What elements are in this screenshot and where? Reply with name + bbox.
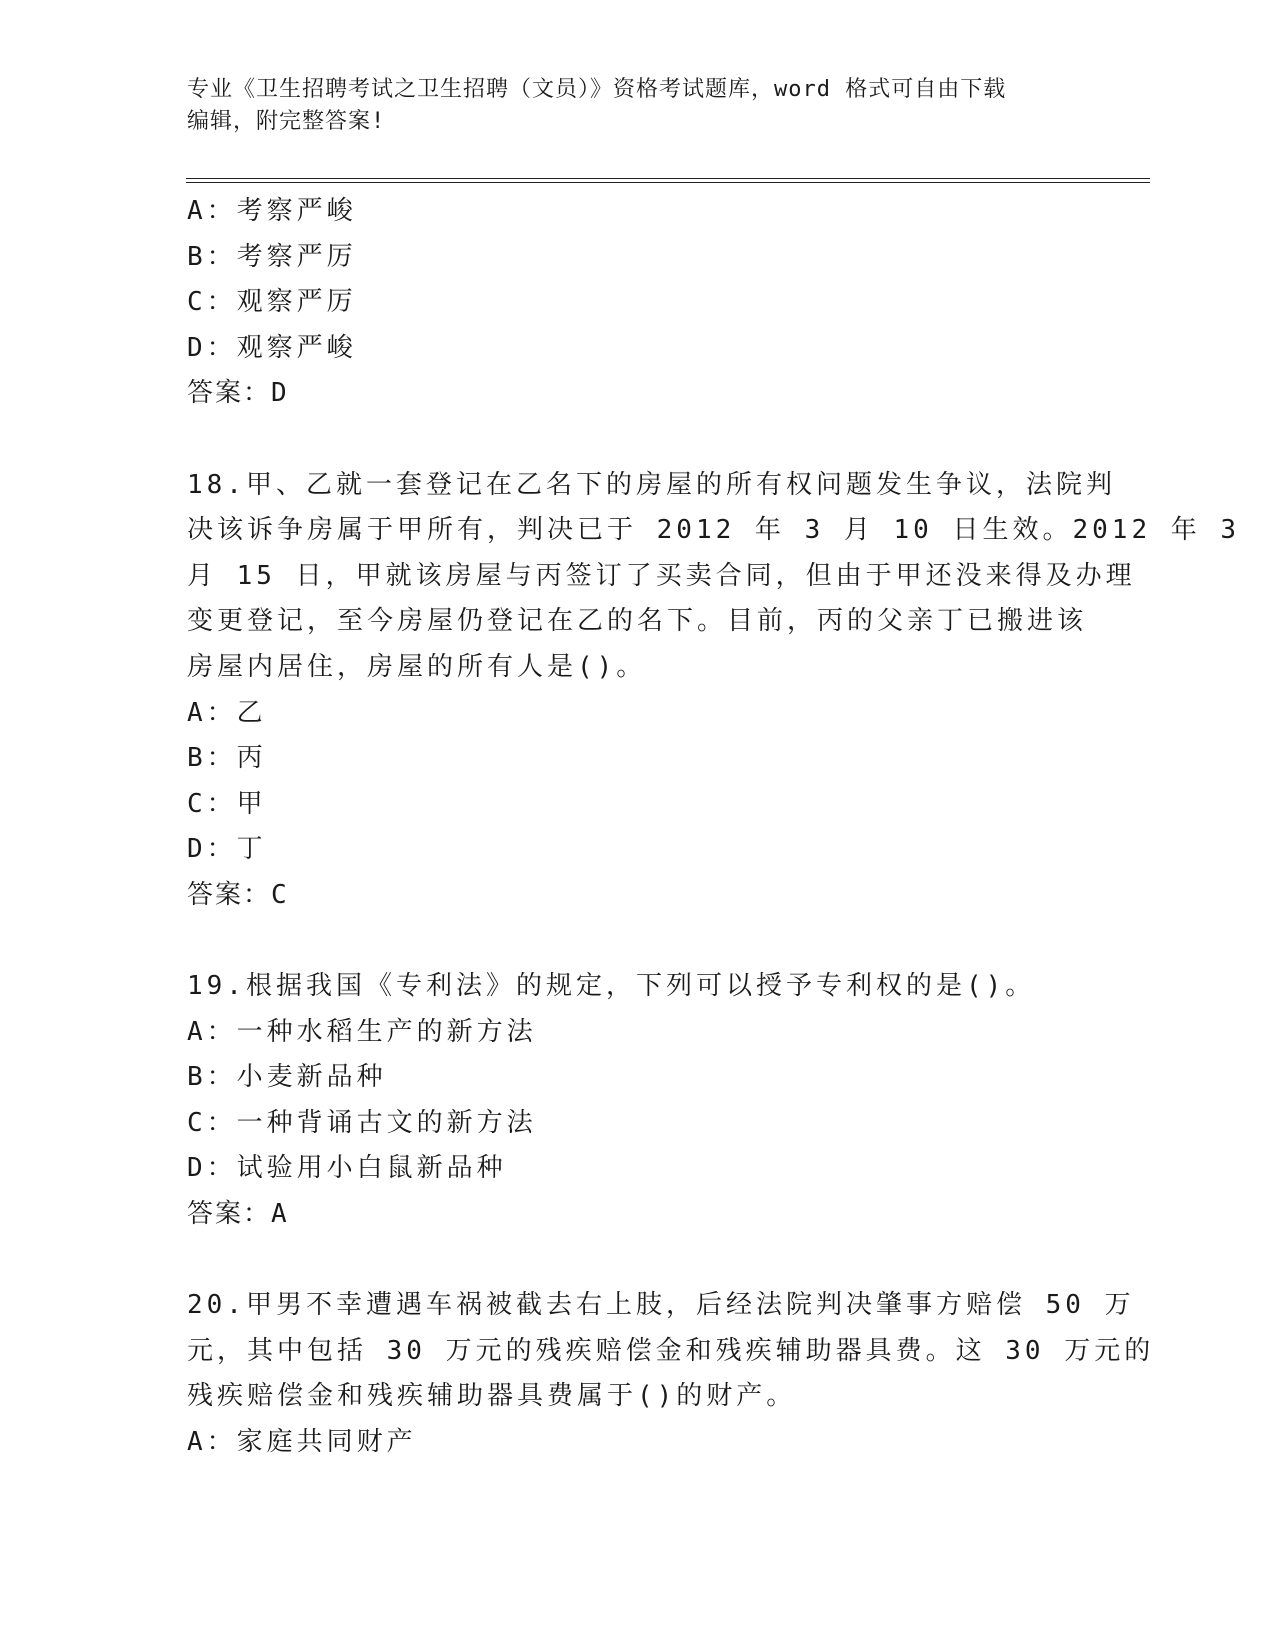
q19-option-c: C：一种背诵古文的新方法 [187,1107,537,1138]
question-19-block [187,964,1067,1238]
q18-text-line-2: 决该诉争房属于甲所有，判决已于 2012 年 3 月 10 日生效。2012 年 3 [187,515,1241,546]
q17-answer: 答案：D [187,378,289,409]
q19-option-d: D：试验用小白鼠新品种 [187,1153,507,1184]
q17-option-c: C：观察严厉 [187,287,357,318]
header-rule-bottom [186,182,1150,183]
q18-option-d: D：丁 [187,834,267,865]
spacer [187,1238,1067,1284]
q17-option-a: A：考察严峻 [187,196,357,226]
q20-text-line-2: 元，其中包括 30 万元的残疾赔偿金和残疾辅助器具费。这 30 万元的 [187,1335,1155,1366]
question-20-block [187,1283,1155,1465]
q18-text-line-1: 18.甲、乙就一套登记在乙名下的房屋的所有权问题发生争议，法院判 [187,469,1116,500]
q18-text-line-3: 月 15 日，甲就该房屋与丙签订了买卖合同，但由于甲还没来得及办理 [187,560,1136,591]
q18-text-line-4: 变更登记，至今房屋仍登记在乙的名下。目前，丙的父亲丁已搬进该 [187,606,1088,637]
q19-answer: 答案：A [187,1199,289,1230]
q20-text-line-3: 残疾赔偿金和残疾辅助器具费属于()的财产。 [187,1381,797,1412]
spacer [187,417,1067,463]
q20-option-a: A：家庭共同财产 [187,1427,417,1458]
q17-option-b: B：考察严厉 [187,241,357,272]
q18-text-line-5: 房屋内居住，房屋的所有人是()。 [187,651,647,682]
q18-option-a: A：乙 [187,697,267,728]
header-rule-top [186,178,1150,179]
q17-option-d: D：观察严峻 [187,332,357,363]
question-content [187,189,1241,1466]
question-17-block [187,189,1067,417]
q19-option-b: B：小麦新品种 [187,1062,387,1093]
document-header [187,74,1067,138]
q18-option-c: C：甲 [187,788,267,819]
header-line-1: 专业《卫生招聘考试之卫生招聘（文员）》资格考试题库，word 格式可自由下载 [187,77,1007,102]
spacer [187,919,1067,965]
q18-answer: 答案：C [187,879,289,910]
header-line-2: 编辑，附完整答案! [187,109,386,134]
question-18-block [187,463,1241,919]
q19-text-line-1: 19.根据我国《专利法》的规定，下列可以授予专利权的是()。 [187,971,1036,1002]
q19-option-a: A：一种水稻生产的新方法 [187,1016,537,1047]
q18-option-b: B：丙 [187,743,267,774]
q20-text-line-1: 20.甲男不幸遭遇车祸被截去右上肢，后经法院判决肇事方赔偿 50 万 [187,1290,1135,1321]
